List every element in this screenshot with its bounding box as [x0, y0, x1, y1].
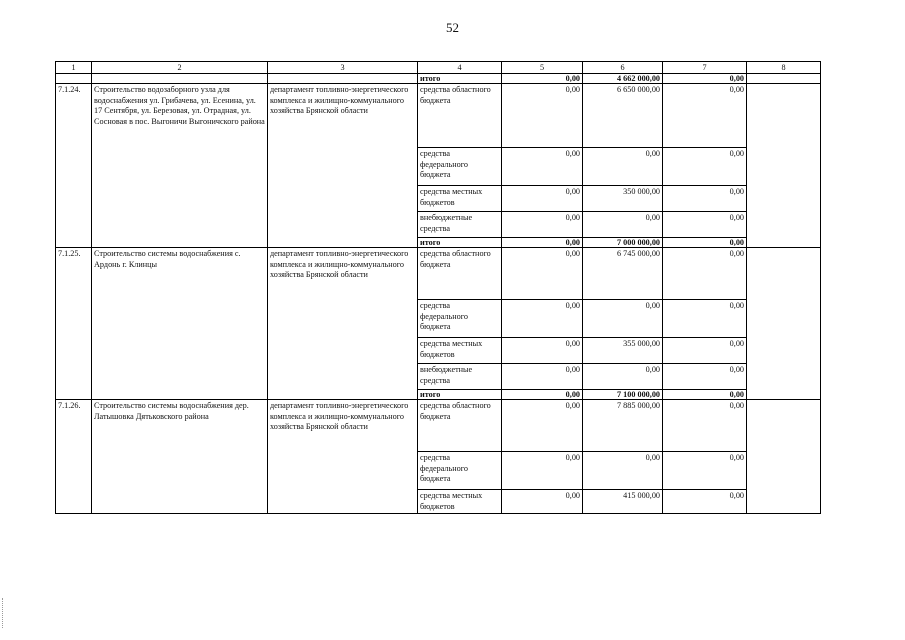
column-header: 5 — [502, 62, 583, 74]
value-col6: 7 885 000,00 — [583, 400, 663, 452]
value-col5: 0,00 — [502, 212, 583, 238]
item-executor: департамент топливно-энергетического комплекса и жилищно-коммунального хозяйства Брянской области — [268, 84, 418, 248]
column-header: 3 — [268, 62, 418, 74]
value-col7: 0,00 — [663, 84, 747, 148]
column-number-row — [56, 62, 821, 74]
value-col5: 0,00 — [502, 300, 583, 338]
funding-source: средства местных бюджетов — [418, 338, 502, 364]
value-col5: 0,00 — [502, 452, 583, 490]
item-name: Строительство системы водоснабжения с. Ардонь г. Клинцы — [92, 248, 268, 400]
page-number: 52 — [446, 20, 459, 35]
funding-source: средства федерального бюджета — [418, 452, 502, 490]
scan-margin-marks — [2, 598, 5, 628]
value-col7: 0,00 — [663, 212, 747, 238]
total-row — [56, 74, 821, 84]
total-label: итого — [418, 238, 502, 248]
value-col7: 0,00 — [663, 338, 747, 364]
value-col8 — [747, 400, 821, 514]
value-col7: 0,00 — [663, 300, 747, 338]
value-col5: 0,00 — [502, 148, 583, 186]
funding-source: внебюджетные средства — [418, 212, 502, 238]
column-header: 7 — [663, 62, 747, 74]
funding-source: средства местных бюджетов — [418, 186, 502, 212]
column-header: 4 — [418, 62, 502, 74]
value-col7: 0,00 — [663, 248, 747, 300]
value-col7: 0,00 — [663, 490, 747, 514]
item-code: 7.1.24. — [56, 84, 92, 248]
value-col6: 355 000,00 — [583, 338, 663, 364]
column-header: 2 — [92, 62, 268, 74]
total-col5: 0,00 — [502, 74, 583, 84]
value-col5: 0,00 — [502, 490, 583, 514]
column-header: 1 — [56, 62, 92, 74]
table-row — [56, 84, 821, 148]
value-col6: 0,00 — [583, 212, 663, 238]
column-header: 8 — [747, 62, 821, 74]
item-name: Строительство системы водоснабжения дер. Латышовка Дятьковского района — [92, 400, 268, 514]
value-col7: 0,00 — [663, 452, 747, 490]
funding-source: средства областного бюджета — [418, 248, 502, 300]
table-row — [56, 400, 821, 452]
funding-source: средства федерального бюджета — [418, 300, 502, 338]
total-label: итого — [418, 74, 502, 84]
item-code: 7.1.26. — [56, 400, 92, 514]
total-col7: 0,00 — [663, 390, 747, 400]
value-col6: 0,00 — [583, 452, 663, 490]
total-col6: 7 000 000,00 — [583, 238, 663, 248]
total-col6: 7 100 000,00 — [583, 390, 663, 400]
value-col5: 0,00 — [502, 186, 583, 212]
funding-source: средства местных бюджетов — [418, 490, 502, 514]
funding-source: внебюджетные средства — [418, 364, 502, 390]
value-col5: 0,00 — [502, 84, 583, 148]
total-label: итого — [418, 390, 502, 400]
funding-source: средства федерального бюджета — [418, 148, 502, 186]
value-col6: 415 000,00 — [583, 490, 663, 514]
item-name: Строительство водозаборного узла для водоснабжения ул. Грибачева, ул. Есенина, ул. 17 Сентября, ул. Березовая, ул. Отрадная, ул. Сосновая в пос. Выгоничи Выгоничского района — [92, 84, 268, 248]
value-col8 — [747, 84, 821, 248]
funding-source: средства областного бюджета — [418, 400, 502, 452]
value-col5: 0,00 — [502, 364, 583, 390]
column-header: 6 — [583, 62, 663, 74]
value-col5: 0,00 — [502, 248, 583, 300]
item-code: 7.1.25. — [56, 248, 92, 400]
value-col8 — [747, 248, 821, 400]
item-executor: департамент топливно-энергетического комплекса и жилищно-коммунального хозяйства Брянской области — [268, 248, 418, 400]
value-col7: 0,00 — [663, 186, 747, 212]
budget-table — [55, 61, 821, 514]
value-col6: 350 000,00 — [583, 186, 663, 212]
value-col6: 6 650 000,00 — [583, 84, 663, 148]
total-col7: 0,00 — [663, 74, 747, 84]
value-col5: 0,00 — [502, 400, 583, 452]
value-col6: 6 745 000,00 — [583, 248, 663, 300]
value-col5: 0,00 — [502, 338, 583, 364]
item-executor: департамент топливно-энергетического комплекса и жилищно-коммунального хозяйства Брянской области — [268, 400, 418, 514]
total-col6: 4 662 000,00 — [583, 74, 663, 84]
value-col6: 0,00 — [583, 300, 663, 338]
value-col7: 0,00 — [663, 148, 747, 186]
value-col6: 0,00 — [583, 148, 663, 186]
table-row — [56, 248, 821, 300]
total-col5: 0,00 — [502, 238, 583, 248]
value-col7: 0,00 — [663, 364, 747, 390]
total-col5: 0,00 — [502, 390, 583, 400]
funding-source: средства областного бюджета — [418, 84, 502, 148]
value-col7: 0,00 — [663, 400, 747, 452]
total-col7: 0,00 — [663, 238, 747, 248]
value-col6: 0,00 — [583, 364, 663, 390]
